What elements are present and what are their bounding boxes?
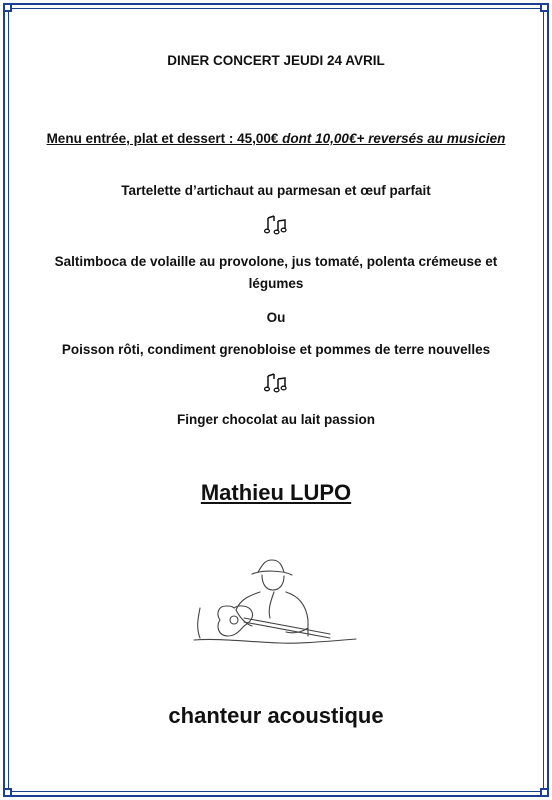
menu-main-1: Saltimboca de volaille au provolone, jus tomaté, polenta crémeuse et légumes: [54, 254, 498, 291]
event-title: DINER CONCERT JEUDI 24 AVRIL: [167, 53, 385, 68]
menu-dessert: Finger chocolat au lait passion: [176, 412, 376, 427]
menu-price-line: [30, 128, 522, 150]
border-corner: [3, 788, 12, 797]
music-notes-icon: [264, 370, 290, 396]
border-corner: [540, 3, 549, 12]
menu-main-2: Poisson rôti, condiment grenobloise et pommes de terre nouvelles: [61, 342, 491, 357]
border-corner: [540, 788, 549, 797]
music-notes-icon: [264, 212, 290, 238]
artist-name: Mathieu LUPO: [200, 480, 352, 505]
page-border-inner: [8, 8, 544, 792]
menu-price: Menu entrée, plat et dessert : 45,00€: [46, 131, 279, 146]
border-corner: [3, 3, 12, 12]
menu-or: Ou: [266, 310, 286, 325]
menu-price-note: dont 10,00€+ reversés au musicien: [282, 131, 506, 146]
menu-starter: Tartelette d’artichaut au parmesan et œuf parfait: [121, 183, 431, 198]
guitarist-illustration: [190, 548, 360, 653]
artist-role: chanteur acoustique: [168, 703, 384, 728]
